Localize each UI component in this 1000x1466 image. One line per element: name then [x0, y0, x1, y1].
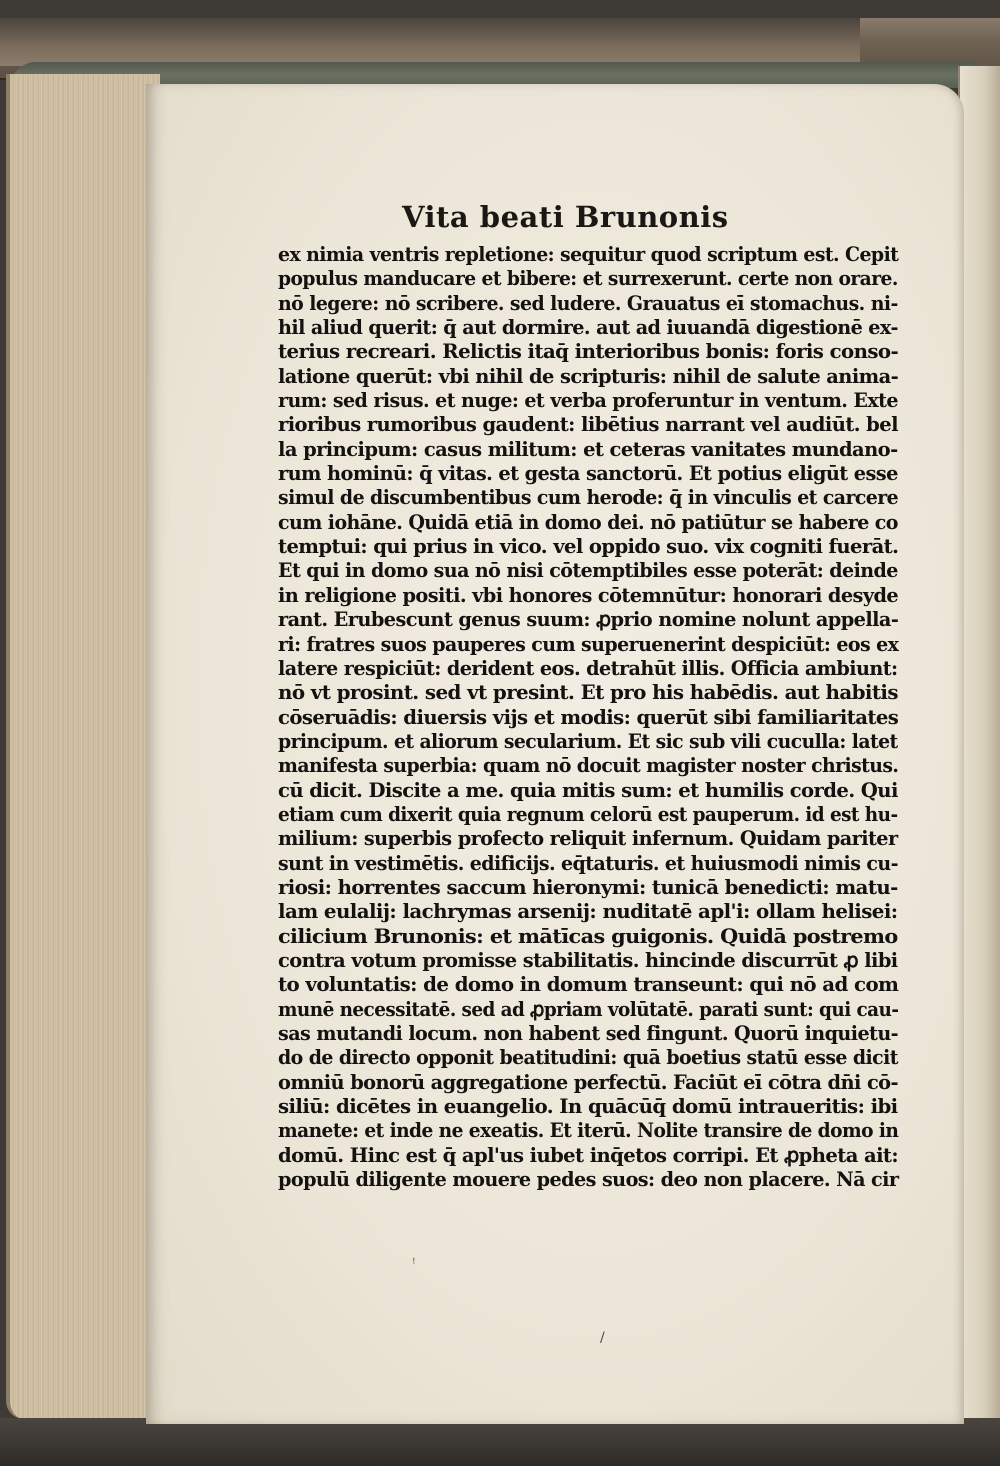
- text-line: ri: fratres suos pauperes cum superuenerint despiciūt: eos ex: [278, 631, 899, 656]
- text-line: hil aliud querit: q̄ aut dormire. aut ad iuuandā digestionē ex-: [278, 315, 898, 340]
- text-line: Et qui in domo sua nō nisi cōtemptibiles esse poterāt: deinde: [278, 558, 898, 583]
- text-line: sas mutandi locum. non habent sed fingunt. Quorū inquietu-: [278, 1021, 899, 1045]
- text-line: ex nimia ventris repletione: sequitur quod scriptum est. Cepit: [278, 242, 899, 266]
- text-line: in religione positi. vbi honores cōtemnūtur: honorari desyde: [278, 582, 899, 607]
- text-line: contra votum promisse stabilitatis. hincinde discurrūt ꝓ libi: [278, 947, 898, 972]
- text-line: latione querūt: vbi nihil de scripturis: nihil de salute anima-: [278, 363, 899, 388]
- running-head: Vita beati Brunonis: [402, 200, 729, 234]
- text-line: sunt in vestimētis. edificijs. eq̄taturis. et huiusmodi nimis cu-: [278, 850, 898, 875]
- text-line: terius recreari. Relictis itaq̄ interioribus bonis: foris conso-: [278, 339, 899, 364]
- page-stack-left: [6, 74, 160, 1419]
- cover-board: [0, 18, 860, 66]
- text-line: nō legere: nō scribere. sed ludere. Grauatus eī stomachus. ni-: [278, 290, 898, 315]
- text-line: manifesta superbia: quam nō docuit magister noster christus.: [278, 753, 899, 778]
- text-line: lam eulalij: lachrymas arsenij: nuditatē apl'i: ollam helisei:: [278, 899, 898, 924]
- text-line: populū diligente mouere pedes suos: deo non placere. Nā cir: [278, 1167, 899, 1192]
- page-stack-right: [958, 66, 1000, 1436]
- text-block: [278, 242, 908, 1191]
- text-line: cū dicit. Discite a me. quia mitis sum: et humilis corde. Qui: [278, 777, 898, 802]
- text-line: riosi: horrentes saccum hieronymi: tunicā benedicti: matu-: [278, 874, 898, 899]
- text-line: munē necessitatē. sed ad ꝓpriam volūtatē. parati sunt: qui cau-: [278, 996, 899, 1021]
- text-line: etiam cum dixerit quia regnum celorū est pauperum. id est hu-: [278, 801, 898, 826]
- ink-speck: /: [600, 1330, 605, 1346]
- text-line: rioribus rumoribus gaudent: libētius narrant vel audiūt. bel: [278, 412, 898, 437]
- text-line: milium: superbis profecto reliquit infernum. Quidam pariter: [278, 826, 898, 851]
- ink-speck: ꜝ: [412, 1256, 416, 1272]
- text-line: simul de discumbentibus cum herode: q̄ in vinculis et carcere: [278, 485, 899, 510]
- text-line: cilicium Brunonis: et mātīcas guigonis. Quidā postremo: [278, 923, 898, 948]
- text-line: rum hominū: q̄ vitas. et gesta sanctorū. Et potius eligūt esse: [278, 461, 898, 486]
- text-line: manete: et inde ne exeatis. Et iterū. Nolite transire de domo in: [278, 1118, 899, 1143]
- text-line: la principum: casus militum: et ceteras vanitates mundano-: [278, 436, 898, 461]
- text-line: cum iohāne. Quidā etiā in domo dei. nō patiūtur se habere co: [278, 509, 898, 534]
- text-line: temptui: qui prius in vico. vel oppido suo. vix cogniti fuerāt.: [278, 534, 899, 559]
- text-line: to voluntatis: de domo in domum transeunt: qui nō ad com: [278, 972, 899, 997]
- text-line: do de directo opponit beatitudini: quā boetius statū esse dicit: [278, 1045, 898, 1070]
- text-line: latere respiciūt: derident eos. detrahūt illis. Officia ambiunt:: [278, 655, 898, 680]
- text-line: principum. et aliorum secularium. Et sic sub vili cuculla: latet: [278, 728, 898, 753]
- book-page: [146, 84, 964, 1424]
- text-line: omniū bonorū aggregatione perfectū. Faciūt eī cōtra dn̄i cō-: [278, 1069, 898, 1094]
- text-line: cōseruādis: diuersis vijs et modis: querūt sibi familiaritates: [278, 704, 899, 729]
- text-line: siliū: dicētes in euangelio. In quācūq̄ domū intraueritis: ibi: [278, 1094, 898, 1119]
- text-line: populus manducare et bibere: et surrexerunt. certe non orare.: [278, 266, 898, 291]
- text-line: rant. Erubescunt genus suum: ꝓprio nomine nolunt appella-: [278, 607, 899, 632]
- text-line: rum: sed risus. et nuge: et verba proferuntur in ventum. Exte: [278, 388, 898, 413]
- text-line: nō vt prosint. sed vt presint. Et pro his habēdis. aut habitis: [278, 680, 898, 705]
- table-surface: [0, 1418, 1000, 1466]
- text-line: domū. Hinc est q̄ apl'us iubet inq̄etos corripi. Et ꝓpheta ait:: [278, 1142, 899, 1167]
